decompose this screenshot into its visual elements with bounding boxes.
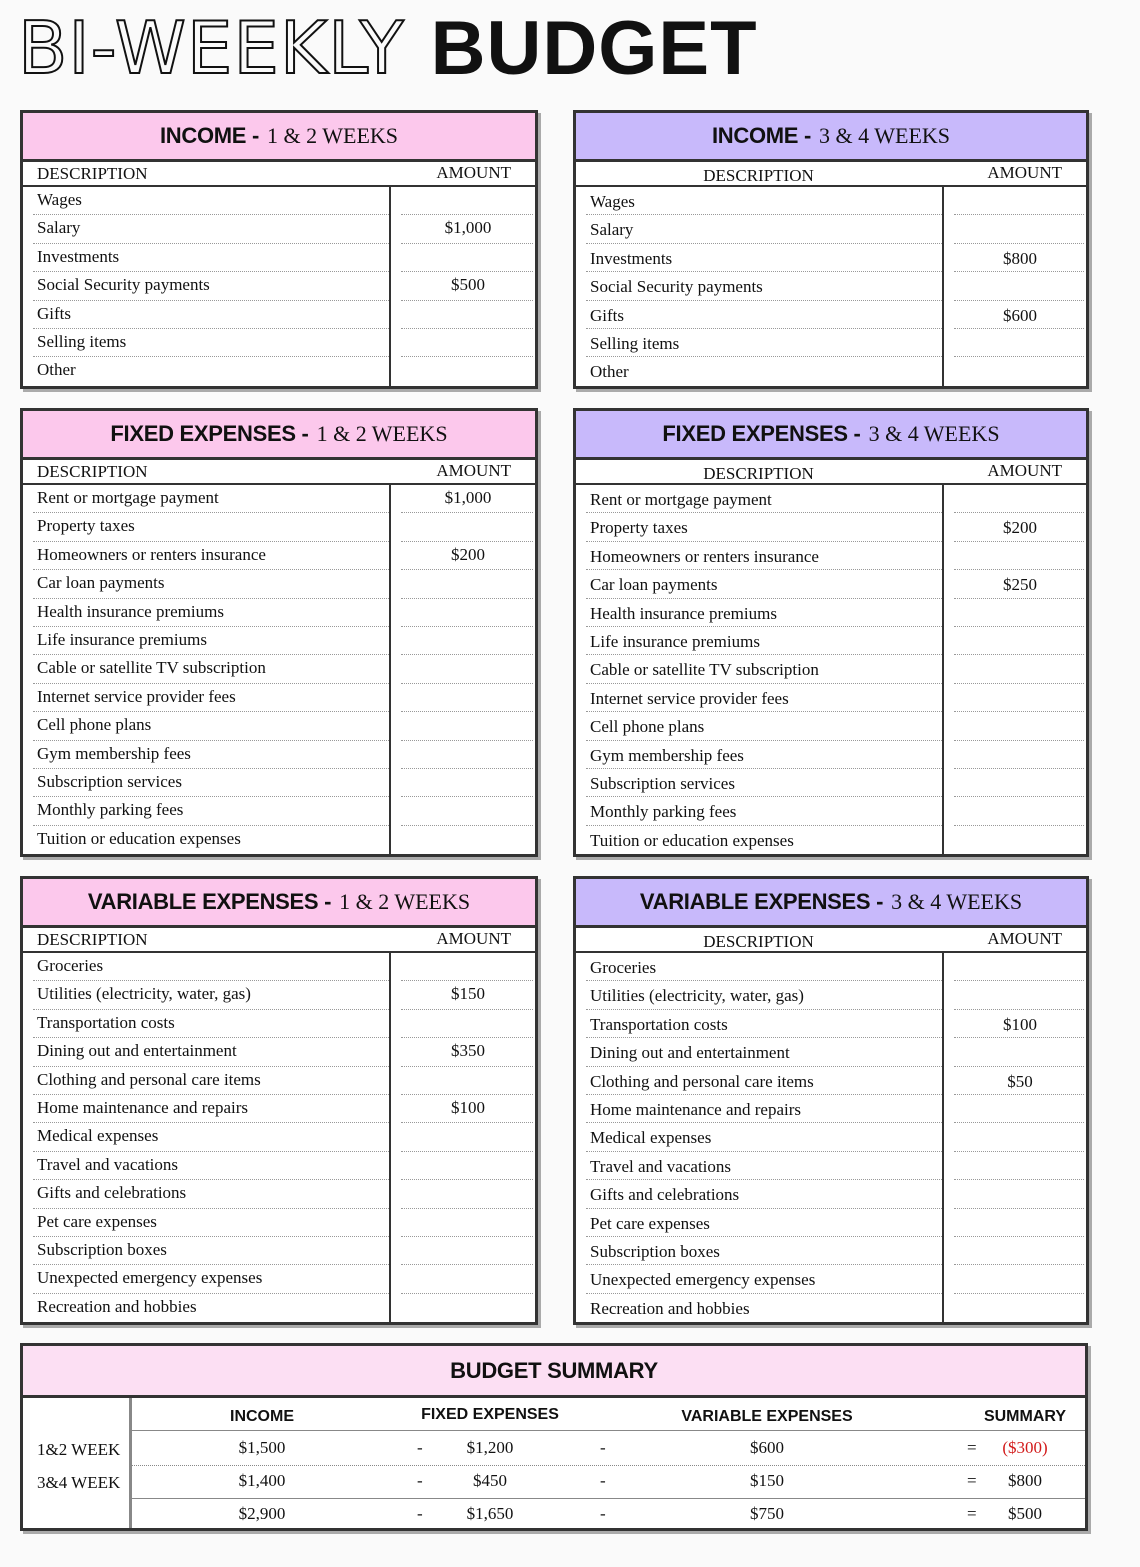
panel-heading: VARIABLE EXPENSES - (87, 889, 332, 914)
line-item-description: Subscription services (590, 773, 735, 793)
line-items (576, 953, 1086, 1322)
line-item-description: Rent or mortgage payment (590, 490, 772, 509)
table-row (576, 1152, 1086, 1180)
table-row (23, 1095, 535, 1123)
line-item-description: Life insurance premiums (590, 631, 760, 651)
line-item-amount[interactable]: $100 (1003, 1014, 1037, 1034)
table-row (23, 826, 535, 854)
panel-subheading: 3 & 4 WEEKS (891, 889, 1023, 914)
line-item-description: Dining out and entertainment (37, 1041, 237, 1061)
line-items (23, 187, 535, 386)
table-row (23, 769, 535, 797)
summary-fixed-value: $1,200 (466, 1438, 514, 1457)
line-item-description: Car loan payments (37, 573, 165, 593)
column-headers (23, 162, 535, 187)
table-row (576, 187, 1086, 215)
table-row (576, 826, 1086, 854)
table-row (576, 712, 1086, 740)
table-row (576, 1237, 1086, 1265)
panel-heading: INCOME - (711, 123, 812, 148)
line-item-amount[interactable]: $100 (451, 1097, 485, 1117)
panel-header (576, 879, 1086, 928)
line-item-amount[interactable]: $800 (1003, 248, 1037, 268)
line-item-description: Wages (590, 192, 635, 211)
income-weeks-1-2-panel (20, 110, 538, 389)
line-item-description: Monthly parking fees (590, 802, 737, 822)
column-headers (23, 460, 535, 485)
line-item-description: Car loan payments (590, 575, 718, 595)
table-row (23, 684, 535, 712)
description-column-header: DESCRIPTION (37, 164, 148, 183)
line-item-description: Gifts (37, 303, 71, 323)
panel-heading: FIXED EXPENSES - (110, 421, 309, 446)
variable-expenses-weeks-3-4-panel (573, 876, 1089, 1325)
minus-operator: - (600, 1504, 606, 1523)
panel-heading: INCOME - (159, 123, 260, 148)
budget-summary-panel (20, 1343, 1088, 1531)
table-row (23, 244, 535, 272)
budget-summary-body (23, 1398, 1085, 1528)
table-row (23, 542, 535, 570)
fixed-expenses-weeks-1-2-panel (20, 408, 538, 857)
line-item-amount[interactable]: $250 (1003, 575, 1037, 595)
summary-divider (132, 1430, 1085, 1431)
line-item-amount[interactable]: $1,000 (444, 218, 492, 238)
line-item-description: Tuition or education expenses (37, 828, 241, 848)
budget-summary-title: BUDGET SUMMARY (450, 1357, 658, 1383)
line-item-description: Cell phone plans (590, 717, 705, 737)
table-row (23, 599, 535, 627)
table-row (23, 1067, 535, 1095)
amount-column-header: AMOUNT (436, 461, 511, 480)
line-item-description: Clothing and personal care items (590, 1071, 814, 1091)
line-item-description: Selling items (37, 331, 127, 351)
line-item-description: Internet service provider fees (590, 688, 789, 708)
summary-grid (132, 1398, 1085, 1528)
summary-variable-value: $600 (750, 1438, 784, 1457)
line-item-description: Cell phone plans (37, 715, 152, 735)
description-column-header: DESCRIPTION (703, 464, 814, 483)
line-item-description: Groceries (37, 956, 104, 975)
panel-subheading: 1 & 2 WEEKS (316, 421, 448, 446)
line-item-description: Social Security payments (37, 275, 210, 295)
table-row (576, 244, 1086, 272)
table-row (23, 1038, 535, 1066)
title-outline-text: BI-WEEKLY (18, 6, 405, 90)
table-row (576, 1265, 1086, 1293)
table-row (23, 513, 535, 541)
minus-operator: - (417, 1504, 423, 1523)
line-item-amount[interactable]: $500 (451, 275, 485, 295)
table-row (576, 1180, 1086, 1208)
table-row (576, 1038, 1086, 1066)
line-item-description: Recreation and hobbies (37, 1296, 197, 1316)
line-item-description: Investments (37, 246, 120, 266)
line-item-description: Tuition or education expenses (590, 830, 794, 850)
table-row (23, 627, 535, 655)
table-row (576, 981, 1086, 1009)
line-item-description: Gym membership fees (37, 743, 191, 763)
line-item-description: Rent or mortgage payment (37, 488, 219, 507)
table-row (576, 357, 1086, 385)
description-column-header: DESCRIPTION (703, 166, 814, 185)
table-row (23, 357, 535, 385)
summary-header-summary: SUMMARY (983, 1408, 1067, 1425)
panel-header (23, 879, 535, 928)
table-row (23, 215, 535, 243)
minus-operator: - (600, 1438, 606, 1457)
table-row (23, 301, 535, 329)
summary-summary-value: ($300) (1002, 1438, 1048, 1457)
table-row (23, 712, 535, 740)
amount-column-header: AMOUNT (436, 163, 511, 182)
amount-column-header: AMOUNT (987, 461, 1062, 480)
line-item-description: Gifts and celebrations (590, 1185, 740, 1205)
line-item-description: Transportation costs (37, 1012, 175, 1032)
summary-label-weeks-3-4: 3&4 WEEK (37, 1473, 121, 1492)
line-item-description: Investments (590, 248, 673, 268)
table-row (23, 187, 535, 215)
line-item-description: Homeowners or renters insurance (37, 544, 266, 564)
line-item-description: Cable or satellite TV subscription (37, 658, 266, 678)
table-row (576, 215, 1086, 243)
equals-operator: = (967, 1438, 977, 1457)
panel-subheading: 3 & 4 WEEKS (868, 421, 1000, 446)
table-row (23, 272, 535, 300)
column-headers (23, 928, 535, 953)
summary-variable-value: $750 (750, 1504, 784, 1523)
table-row (576, 599, 1086, 627)
equals-operator: = (967, 1504, 977, 1523)
line-item-description: Health insurance premiums (37, 601, 224, 621)
table-row (23, 1123, 535, 1151)
summary-summary-value: $800 (1008, 1471, 1042, 1490)
table-row (576, 684, 1086, 712)
summary-income-value: $1,500 (238, 1438, 286, 1457)
column-headers (576, 162, 1086, 187)
table-row (576, 542, 1086, 570)
line-item-description: Life insurance premiums (37, 629, 207, 649)
line-item-description: Monthly parking fees (37, 800, 184, 820)
panel-header (576, 113, 1086, 162)
line-items (576, 187, 1086, 386)
table-row (576, 741, 1086, 769)
summary-fixed-value: $450 (473, 1471, 507, 1490)
table-row (23, 1265, 535, 1293)
column-headers (576, 460, 1086, 485)
line-item-description: Clothing and personal care items (37, 1069, 261, 1089)
table-row (576, 301, 1086, 329)
line-item-description: Health insurance premiums (590, 603, 777, 623)
line-item-description: Other (590, 362, 629, 382)
line-item-amount[interactable]: $600 (1003, 305, 1037, 325)
line-item-amount[interactable]: $50 (1007, 1071, 1033, 1091)
table-row (23, 1010, 535, 1038)
line-item-description: Property taxes (590, 518, 688, 538)
page-title (18, 4, 758, 92)
line-item-description: Unexpected emergency expenses (590, 1270, 816, 1290)
line-item-description: Dining out and entertainment (590, 1043, 790, 1063)
summary-summary-value: $500 (1008, 1504, 1042, 1523)
summary-label-weeks-1-2: 1&2 WEEK (37, 1440, 121, 1459)
line-item-description: Gifts and celebrations (37, 1183, 187, 1203)
title-bold-text: BUDGET (430, 5, 758, 91)
line-item-amount[interactable]: $350 (451, 1041, 485, 1061)
line-item-description: Travel and vacations (37, 1154, 179, 1174)
table-row (23, 1237, 535, 1265)
table-row (576, 485, 1086, 513)
table-row (576, 272, 1086, 300)
amount-column-header: AMOUNT (987, 163, 1062, 182)
table-row (576, 1294, 1086, 1322)
line-item-description: Selling items (590, 333, 680, 353)
amount-column-header: AMOUNT (436, 929, 511, 948)
line-item-description: Social Security payments (590, 277, 763, 297)
line-item-description: Subscription boxes (590, 1241, 720, 1261)
minus-operator: - (600, 1471, 606, 1490)
line-item-description: Recreation and hobbies (590, 1298, 750, 1318)
table-row (576, 1067, 1086, 1095)
line-item-description: Groceries (590, 958, 657, 977)
table-row (23, 1180, 535, 1208)
income-weeks-3-4-panel (573, 110, 1089, 389)
line-items (23, 485, 535, 854)
description-column-header: DESCRIPTION (703, 932, 814, 951)
line-item-description: Pet care expenses (590, 1213, 710, 1233)
summary-variable-value: $150 (750, 1471, 784, 1490)
column-headers (576, 928, 1086, 953)
line-item-description: Other (37, 360, 76, 380)
description-column-header: DESCRIPTION (37, 930, 148, 949)
table-row (576, 1123, 1086, 1151)
line-item-description: Pet care expenses (37, 1211, 157, 1231)
summary-header-income: INCOME (230, 1408, 294, 1425)
table-row (23, 655, 535, 683)
amount-column-header: AMOUNT (987, 929, 1062, 948)
line-item-amount[interactable]: $150 (451, 984, 485, 1004)
line-items (576, 485, 1086, 854)
summary-income-value: $2,900 (238, 1504, 286, 1523)
table-row (23, 485, 535, 513)
table-row (23, 570, 535, 598)
summary-row-labels (23, 1398, 132, 1528)
line-item-description: Internet service provider fees (37, 686, 236, 706)
line-item-description: Home maintenance and repairs (590, 1099, 801, 1119)
table-row (23, 1152, 535, 1180)
table-row (576, 1010, 1086, 1038)
equals-operator: = (967, 1471, 977, 1490)
table-row (576, 513, 1086, 541)
table-row (576, 655, 1086, 683)
summary-header-variable: VARIABLE EXPENSES (681, 1408, 853, 1425)
panel-subheading: 1 & 2 WEEKS (339, 889, 471, 914)
minus-operator: - (417, 1471, 423, 1490)
table-row (576, 1209, 1086, 1237)
panel-header (576, 411, 1086, 460)
line-item-description: Salary (590, 220, 634, 240)
summary-income-value: $1,400 (238, 1471, 286, 1490)
line-item-description: Utilities (electricity, water, gas) (590, 986, 804, 1006)
table-row (23, 953, 535, 981)
table-row (576, 570, 1086, 598)
table-row (576, 953, 1086, 981)
minus-operator: - (417, 1438, 423, 1457)
line-item-description: Travel and vacations (590, 1156, 732, 1176)
line-item-description: Medical expenses (590, 1128, 712, 1148)
line-item-description: Gym membership fees (590, 745, 744, 765)
line-item-description: Unexpected emergency expenses (37, 1268, 263, 1288)
description-column-header: DESCRIPTION (37, 462, 148, 481)
line-items (23, 953, 535, 1322)
table-row (23, 1209, 535, 1237)
panel-header (23, 411, 535, 460)
table-row (576, 627, 1086, 655)
summary-fixed-value: $1,650 (466, 1504, 514, 1523)
line-item-description: Subscription services (37, 771, 182, 791)
panel-heading: FIXED EXPENSES - (662, 421, 861, 446)
line-item-description: Subscription boxes (37, 1239, 167, 1259)
panel-header (23, 113, 535, 162)
budget-summary-header (23, 1346, 1085, 1398)
line-item-description: Salary (37, 218, 81, 238)
variable-expenses-weeks-1-2-panel (20, 876, 538, 1325)
table-row (23, 741, 535, 769)
table-row (576, 769, 1086, 797)
table-row (576, 797, 1086, 825)
line-item-description: Transportation costs (590, 1014, 728, 1034)
table-row (23, 1294, 535, 1322)
summary-header-fixed: FIXED EXPENSES (421, 1406, 559, 1423)
line-item-amount[interactable]: $200 (1003, 518, 1037, 538)
panel-subheading: 1 & 2 WEEKS (267, 123, 399, 148)
table-row (23, 797, 535, 825)
summary-divider (132, 1465, 1085, 1466)
line-item-description: Wages (37, 190, 82, 209)
panel-heading: VARIABLE EXPENSES - (639, 889, 884, 914)
table-row (23, 329, 535, 357)
line-item-description: Utilities (electricity, water, gas) (37, 984, 251, 1004)
line-item-amount[interactable]: $200 (451, 544, 485, 564)
line-item-amount[interactable]: $1,000 (444, 488, 492, 507)
table-row (23, 981, 535, 1009)
line-item-description: Property taxes (37, 516, 135, 536)
line-item-description: Homeowners or renters insurance (590, 546, 819, 566)
fixed-expenses-weeks-3-4-panel (573, 408, 1089, 857)
line-item-description: Home maintenance and repairs (37, 1097, 248, 1117)
summary-divider (132, 1498, 1085, 1499)
table-row (576, 1095, 1086, 1123)
line-item-description: Gifts (590, 305, 624, 325)
panel-subheading: 3 & 4 WEEKS (819, 123, 951, 148)
line-item-description: Cable or satellite TV subscription (590, 660, 819, 680)
table-row (576, 329, 1086, 357)
line-item-description: Medical expenses (37, 1126, 159, 1146)
